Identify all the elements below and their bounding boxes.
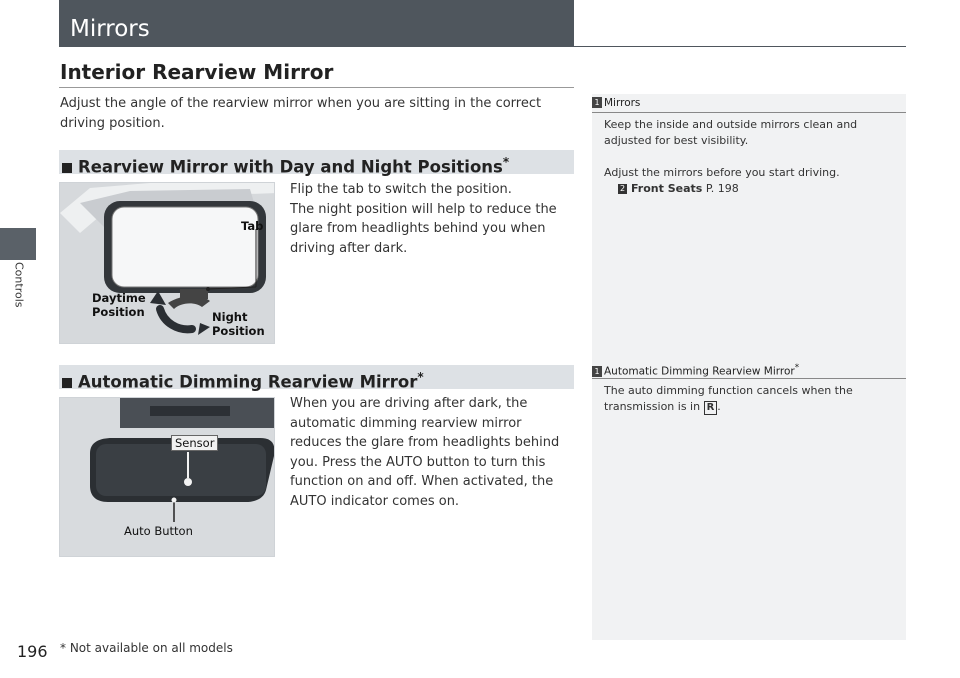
section-rule (59, 87, 574, 88)
day-night-mirror-figure (59, 182, 275, 344)
chapter-tab-marker (0, 228, 36, 260)
auto-button-label: Auto Button (124, 524, 193, 538)
section-intro: Adjust the angle of the rearview mirror when you are sitting in the correct driving position. (60, 96, 542, 131)
day-night-heading (59, 150, 574, 177)
auto-dim-note-period: . (717, 400, 721, 413)
auto-dim-description: When you are driving after dark, the automatic dimming rearview mirror reduces the glare from headlights behind you. Press the AUTO button to turn this function on and off. When activated, the AUTO indicator comes on. (290, 396, 560, 509)
title-rule (59, 46, 906, 47)
asterisk-mark: * (794, 363, 800, 373)
auto-dim-note-text: The auto dimming function cancels when the transmission is in (604, 384, 853, 413)
xref-page: P. 198 (705, 182, 739, 195)
note-spacer (604, 149, 894, 165)
auto-dim-note-heading (592, 363, 906, 378)
footnote: * Not available on all models (60, 641, 233, 655)
xref-arrow-icon: 2 (619, 184, 626, 193)
chapter-tab-label: Controls (12, 262, 26, 308)
note-number-icon: 1 (592, 366, 602, 377)
night-position-label: Night Position (212, 310, 265, 338)
page-title: Mirrors (70, 16, 150, 42)
auto-dim-heading (59, 365, 574, 392)
daytime-position-label: Daytime Position (92, 291, 146, 319)
note-number-icon: 1 (592, 97, 602, 108)
day-night-description: Flip the tab to switch the position. The night position will help to reduce the glare from headlights behind you when driving after dark. (290, 182, 557, 256)
tab-label: Tab (241, 219, 264, 233)
note-rule (592, 378, 906, 379)
auto-dim-heading-text: Automatic Dimming Rearview Mirror (78, 372, 418, 392)
mirrors-note-title: Mirrors (604, 97, 641, 109)
mirrors-note-line2: Adjust the mirrors before you start driving. (604, 166, 840, 179)
auto-dim-note-body (604, 383, 894, 415)
mirrors-note-body (604, 117, 894, 197)
mirrors-note-line1: Keep the inside and outside mirrors clean and adjusted for best visibility. (604, 118, 858, 147)
gear-r-indicator: R (704, 401, 718, 415)
square-bullet-icon (62, 163, 72, 173)
asterisk-mark: * (502, 155, 510, 169)
sensor-label: Sensor (171, 435, 218, 451)
front-seats-xref[interactable] (604, 181, 894, 197)
asterisk-mark: * (417, 370, 424, 384)
note-rule (592, 112, 906, 113)
page-title-bar (59, 0, 574, 46)
xref-link-label[interactable]: Front Seats (631, 182, 703, 195)
auto-dim-note-title: Automatic Dimming Rearview Mirror (604, 365, 795, 378)
section-title: Interior Rearview Mirror (60, 60, 334, 84)
mirrors-note-heading (592, 97, 906, 109)
auto-dim-mirror-figure (59, 397, 275, 557)
page-number: 196 (17, 642, 48, 661)
day-night-heading-text: Rearview Mirror with Day and Night Positions (78, 157, 503, 177)
square-bullet-icon (62, 378, 72, 388)
